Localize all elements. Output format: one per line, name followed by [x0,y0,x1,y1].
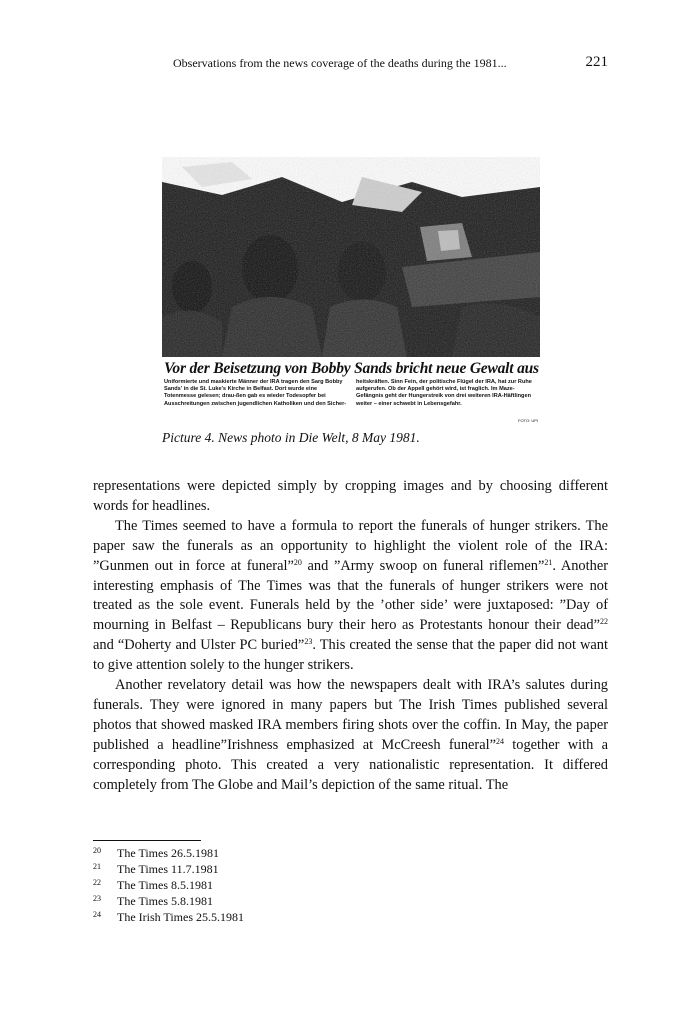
page-number: 221 [585,54,608,70]
footnote-text: The Times 8.5.1981 [117,878,214,892]
clipping-columns [164,379,540,408]
footnote-divider [93,840,201,841]
footnote [93,909,393,925]
footnote-ref-22[interactable]: 22 [600,617,608,627]
funeral-news-photo [162,157,540,357]
footnote-ref-23[interactable]: 23 [304,637,313,647]
footnote-number: 21 [93,862,101,871]
footnote-number: 20 [93,846,101,855]
paragraph-2: The Times seemed to have a formula to report the funerals of hunger strikers. The paper saw the funerals as an opportunity to highlight the violent role of the IRA: ”Gunmen out in force at funeral”$^{20}$ and ”Army swoop on funeral riflemen”$^{21}$. Another interesting emphasis of The Times was that the funerals of hunger strikers were not treated as the sole event. Funerals held by the ’other side’ were juxtaposed: ”Day of mourning in Belfast – Republicans bury their hero as Protestants honour their dead”$^{22}$ and “Doherty and Ulster PC buried”$^{23}$. This created the sense that the paper did not want to give attention solely to the hunger strikers. [93,517,609,674]
footnote-text: The Irish Times 25.5.1981 [117,910,245,924]
footnote [93,861,393,877]
funeral-photo-image [162,157,540,357]
footnote-number: 22 [93,878,101,887]
clipping-headline: Vor der Beisetzung von Bobby Sands bricht neue Gewalt aus [164,360,539,377]
paragraph-3: Another revelatory detail was how the newspapers dealt with IRA’s salutes during funerals. They were ignored in many papers but The Irish Times published several photos that showed masked IRA members firing shots over the coffin. In May, the paper published a headline”Irishness emphasized at McCreesh funeral”$^{24}$ together with a corresponding photo. This created a very nationalistic representation. It differed completely from The Globe and Mail’s depiction of the same ritual. The [93,677,608,793]
body-text [93,477,608,796]
news-clipping-figure [162,157,540,425]
footnote-number: 23 [93,894,101,903]
paragraph-1: representations were depicted simply by cropping images and by choosing different words for headlines. [93,478,608,514]
figure-caption: Picture 4. News photo in Die Welt, 8 May 1981. [162,430,420,445]
running-title: Observations from the news coverage of the deaths during the 1981... [173,56,507,70]
clipping-column-left: Uniformierte und maskierte Männer der IRA tragen den Sarg Bobby Sands' in die St. Luke's Kirche in Belfast. Dort wurde eine Totenmesse gelesen; drau-ßen gab es wieder Todesopfer bei Ausschreitungen zwischen jugendlichen Katholiken und den Sicher- [164,379,347,407]
running-head [93,54,608,74]
footnote-text: The Times 26.5.1981 [117,846,220,860]
photo-credit: FOTO: UPI [518,418,538,423]
footnote [93,893,393,909]
footnote [93,877,393,893]
clipping-column-right: heitskräften. Sinn Fein, der politische Flügel der IRA, hat zur Ruhe aufgerufen. Ob der Appell gehört wird, ist fraglich. Im Maze-Gefängnis geht der Hungerstreik von drei weiteren IRA-Häftlingen weiter – einer schwebt in Lebensgefahr. [356,379,532,407]
footnote-text: The Times 5.8.1981 [117,894,214,908]
footnotes [93,845,393,925]
footnote-ref-21[interactable]: 21 [544,557,553,567]
footnote-text: The Times 11.7.1981 [117,862,219,876]
footnote-number: 24 [93,910,101,919]
footnote [93,845,393,861]
footnote-ref-24[interactable]: 24 [495,736,504,746]
footnote-ref-20[interactable]: 20 [293,557,302,567]
